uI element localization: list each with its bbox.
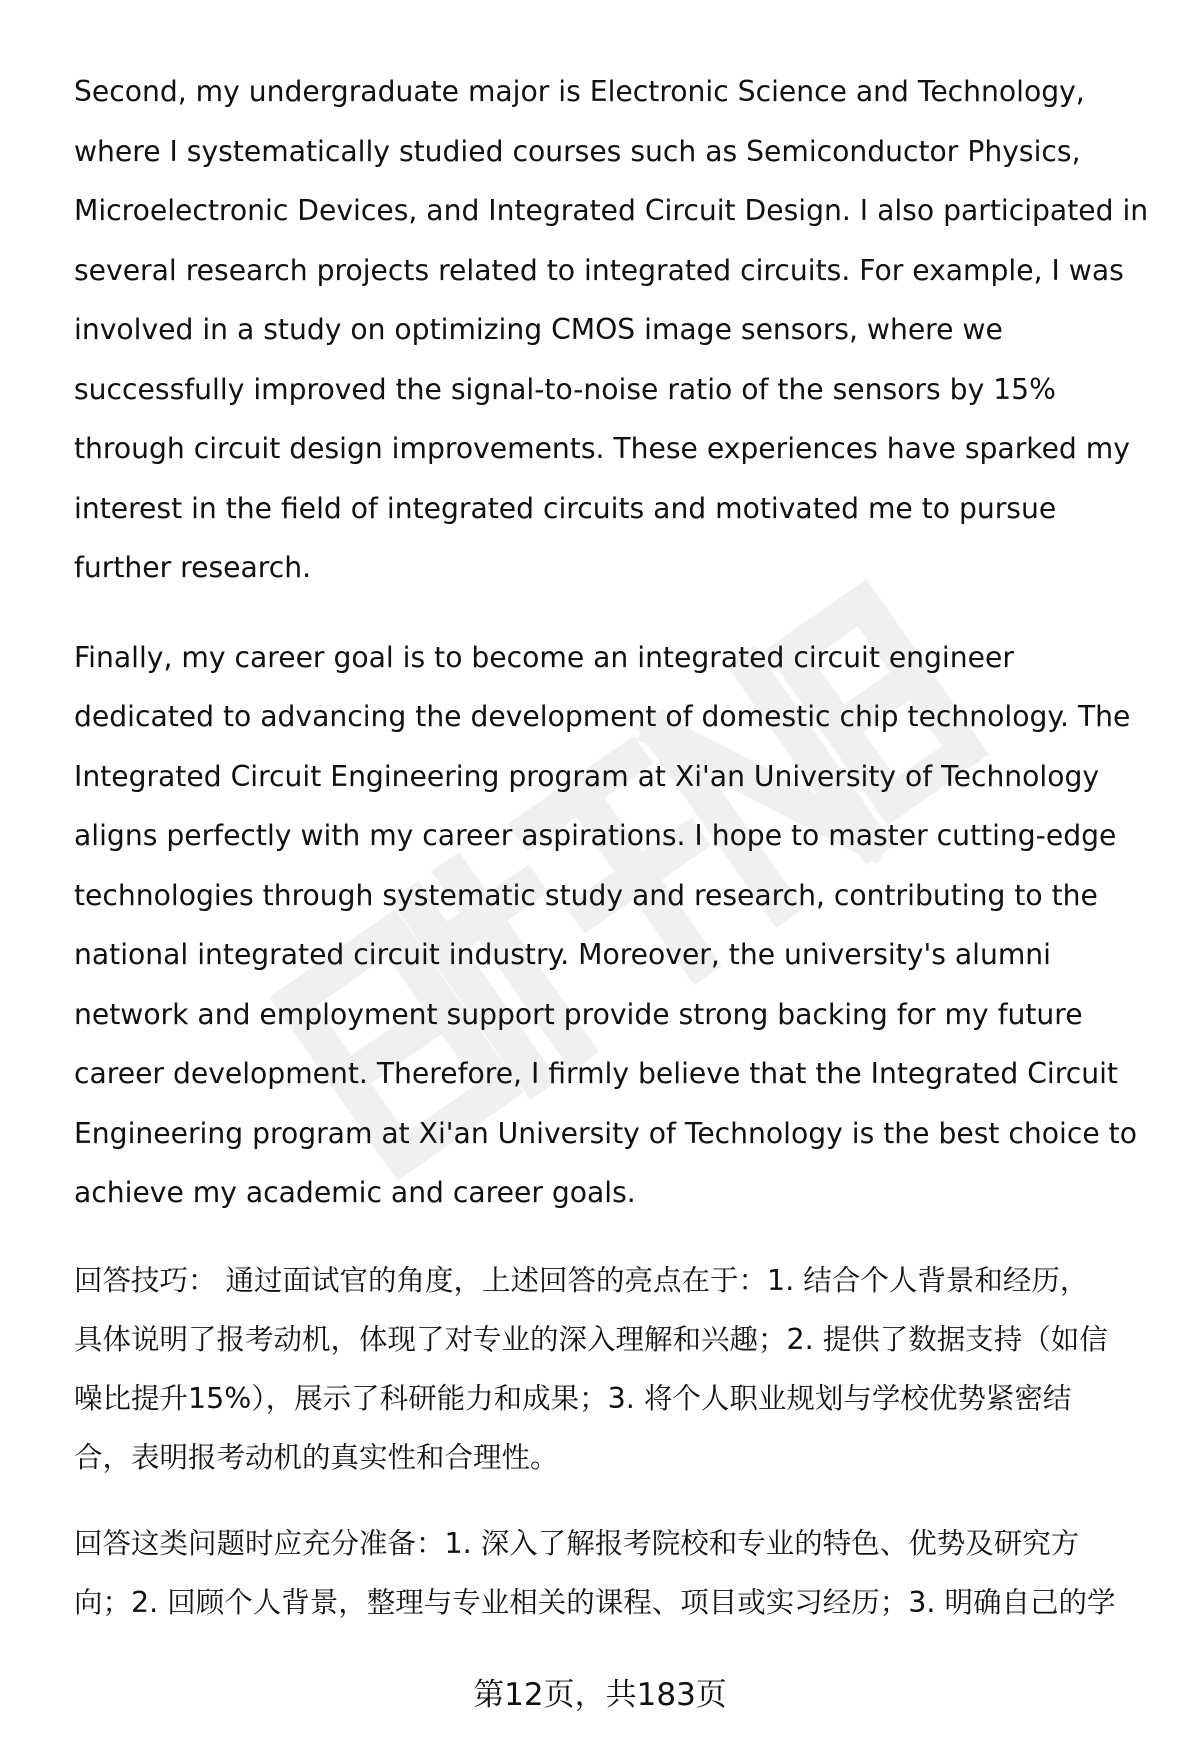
paragraph-answer-tips [74,1251,1164,1487]
text-line: through circuit design improvements. These experiences have sparked my [74,432,1130,465]
text-line: Engineering program at Xi'an University of Technology is the best choice to [74,1116,1137,1150]
text-line: 具体说明了报考动机，体现了对专业的深入理解和兴趣；2. 提供了数据支持（如信 [74,1322,1108,1356]
text-line: interest in the field of integrated circuits and motivated me to pursue [74,491,1057,525]
text-line: dedicated to advancing the development of domestic chip technology. The [74,700,1131,733]
text-line: achieve my academic and career goals. [74,1176,636,1209]
text-line: 向；2. 回顾个人背景，整理与专业相关的课程、项目或实习经历；3. 明确自己的学 [74,1585,1116,1619]
text-line: involved in a study on optimizing CMOS image sensors, where we [74,313,1003,346]
text-line: 合，表明报考动机的真实性和合理性。 [74,1440,559,1474]
text-line: Second, my undergraduate major is Electronic Science and Technology, [74,75,1085,108]
text-line: aligns perfectly with my career aspirations. I hope to master cutting-edge [74,819,1117,852]
text-line: 回答技巧： 通过面试官的角度，上述回答的亮点在于：1. 结合个人背景和经历， [74,1263,1089,1297]
text-line: 噪比提升15%），展示了科研能力和成果；3. 将个人职业规划与学校优势紧密结 [74,1381,1072,1415]
document-content [74,62,1164,1632]
text-line: Integrated Circuit Engineering program at Xi'an University of Technology [74,759,1100,793]
paragraph-career-goal [74,628,1164,1223]
text-line: where I systematically studied courses such as Semiconductor Physics, [74,134,1081,168]
text-line: successfully improved the signal-to-noise ratio of the sensors by 15% [74,372,1056,406]
text-line: Finally, my career goal is to become an integrated circuit engineer [74,640,1014,674]
paragraph-preparation-tips [74,1514,1164,1632]
text-line: technologies through systematic study and research, contributing to the [74,878,1098,912]
text-line: national integrated circuit industry. Moreover, the university's alumni [74,938,1051,971]
text-line: 回答这类问题时应充分准备：1. 深入了解报考院校和专业的特色、优势及研究方 [74,1526,1080,1560]
text-line: further research. [74,551,312,584]
paragraph-education-research [74,62,1164,598]
text-line: career development. Therefore, I firmly believe that the Integrated Circuit [74,1057,1118,1090]
text-line: several research projects related to integrated circuits. For example, I was [74,253,1124,287]
page-number-footer: 第12页，共183页 [473,1677,727,1713]
text-line: network and employment support provide strong backing for my future [74,997,1083,1031]
text-line: Microelectronic Devices, and Integrated Circuit Design. I also participated in [74,194,1149,227]
